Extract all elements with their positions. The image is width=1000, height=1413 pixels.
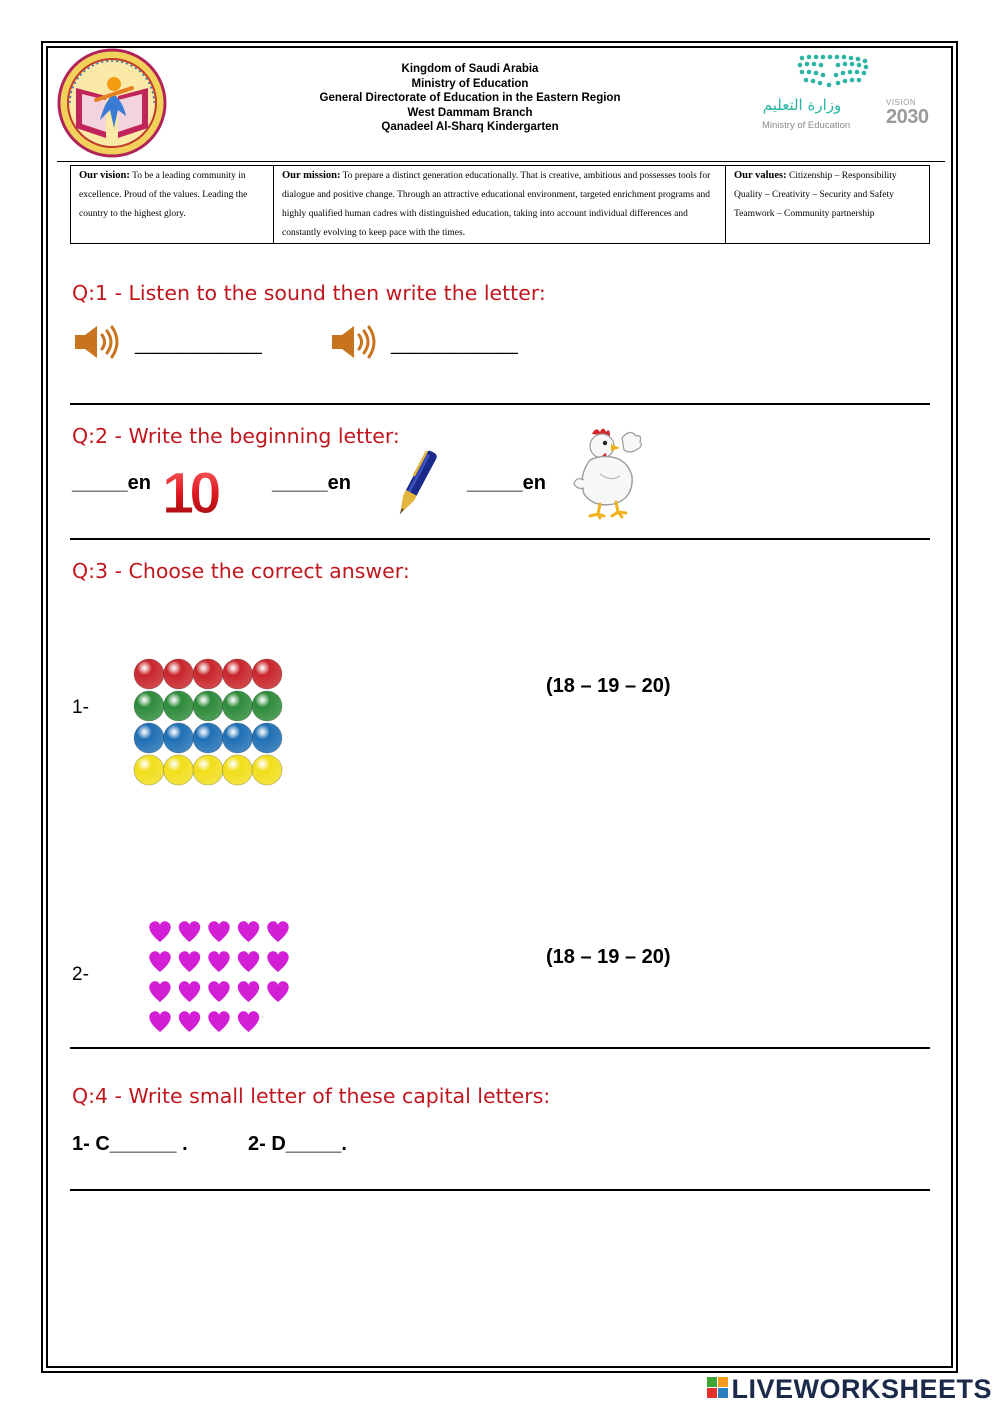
- heart-icon: [238, 1011, 259, 1032]
- heart-icon: [238, 981, 259, 1002]
- counting-ball: [134, 659, 164, 689]
- heart-icon: [267, 951, 288, 972]
- mission-cell: [274, 166, 726, 244]
- heart-icon: [179, 921, 200, 942]
- values-cell: [726, 166, 930, 244]
- heart-icon: [238, 921, 259, 942]
- heart-icon: [267, 921, 288, 942]
- values-label: Our values:: [734, 170, 787, 181]
- number-ten-text: 10: [162, 463, 217, 521]
- ministry-arabic-name: وزارة التعليم: [762, 96, 842, 114]
- counting-ball: [223, 691, 253, 721]
- header-text: [270, 62, 670, 135]
- q4-item-1[interactable]: 1- C______ .: [72, 1133, 188, 1155]
- counting-ball: [193, 755, 223, 785]
- section-divider: [70, 538, 930, 540]
- hen-icon: [570, 424, 650, 520]
- heart-icon: [149, 921, 170, 942]
- q3-item-2-choices[interactable]: (18 – 19 – 20): [546, 946, 671, 968]
- vision-2030-logo: [886, 98, 950, 138]
- counting-ball: [223, 659, 253, 689]
- counting-ball: [193, 691, 223, 721]
- q4-item-2[interactable]: 2- D_____.: [248, 1133, 347, 1155]
- heart-icon: [149, 981, 170, 1002]
- heart-icon: [208, 981, 229, 1002]
- header-line-2: Ministry of Education: [411, 77, 529, 90]
- counting-ball: [252, 755, 282, 785]
- heart-icon: [179, 1011, 200, 1032]
- vision-label: Our vision:: [79, 170, 130, 181]
- mission-text: To prepare a distinct generation educationally. That is creative, ambitious and possesses tools for dialogue and positive change. Through an attractive educational environment, targeted enrichment programs and highly qualified human cadres with distinguished education, taking into account individual differences and constantly evolving to keep pace with the times.: [282, 171, 711, 238]
- q4-title: Q:4 - Write small letter of these capital letters:: [72, 1084, 551, 1108]
- heart-icon: [208, 1011, 229, 1032]
- heart-icon: [179, 951, 200, 972]
- counting-ball: [223, 755, 253, 785]
- q2-item-3-text[interactable]: _____en: [467, 472, 546, 494]
- counting-ball: [223, 723, 253, 753]
- counting-ball: [164, 659, 194, 689]
- q3-item-2-number: 2-: [72, 964, 89, 985]
- liveworksheets-badge-icon: [707, 1377, 728, 1398]
- counting-ball: [134, 691, 164, 721]
- ministry-english-name: Ministry of Education: [762, 120, 851, 131]
- mission-label: Our mission:: [282, 170, 341, 181]
- header-divider: [57, 161, 945, 162]
- liveworksheets-brand-text: LIVEWORKSHEETS: [731, 1374, 992, 1404]
- vision-cell: [71, 166, 274, 244]
- q1-answer-blank-2[interactable]: ____________: [391, 334, 518, 355]
- heart-icon: [149, 951, 170, 972]
- heart-icon: [238, 951, 259, 972]
- vision-label: VISION: [886, 98, 917, 107]
- counting-ball: [164, 723, 194, 753]
- q3-title: Q:3 - Choose the correct answer:: [72, 559, 410, 583]
- vision-mission-values-table: [70, 165, 930, 244]
- speaker-icon[interactable]: [73, 324, 121, 360]
- counting-ball: [134, 755, 164, 785]
- counting-ball: [164, 755, 194, 785]
- q3-item-1-choices[interactable]: (18 – 19 – 20): [546, 675, 671, 697]
- section-divider: [70, 1189, 930, 1191]
- q1-title: Q:1 - Listen to the sound then write the letter:: [72, 281, 546, 305]
- counting-balls-group: [130, 656, 290, 790]
- liveworksheets-logo[interactable]: [707, 1374, 992, 1405]
- counting-ball: [252, 691, 282, 721]
- counting-ball: [134, 723, 164, 753]
- school-emblem-icon: [56, 48, 168, 158]
- heart-icon: [208, 921, 229, 942]
- section-divider: [70, 1047, 930, 1049]
- counting-ball: [193, 659, 223, 689]
- q2-title: Q:2 - Write the beginning letter:: [72, 424, 400, 448]
- heart-icon: [208, 951, 229, 972]
- section-divider: [70, 403, 930, 405]
- header-line-3: General Directorate of Education in the Eastern Region: [319, 92, 621, 105]
- heart-icon: [149, 1011, 170, 1032]
- counting-ball: [252, 723, 282, 753]
- values-text: Citizenship – Responsibility Quality – Creativity – Security and Safety Teamwork – Community partnership: [734, 171, 897, 219]
- header-line-5: Qanadeel Al-Sharq Kindergarten: [381, 121, 559, 134]
- ministry-dots-icon: [758, 52, 880, 96]
- q2-item-1-text[interactable]: _____en: [72, 472, 151, 494]
- number-ten-picture: [162, 463, 236, 521]
- counting-ball: [193, 723, 223, 753]
- q1-answer-blank-1[interactable]: ____________: [135, 334, 262, 355]
- q2-item-2-text[interactable]: _____en: [272, 472, 351, 494]
- header-line-1: Kingdom of Saudi Arabia: [401, 63, 539, 75]
- counting-hearts-group: [144, 916, 294, 1036]
- vision-text: To be a leading community in excellence. Proud of the values. Leading the country to the highest glory.: [79, 171, 248, 219]
- vision-year: 2030: [886, 106, 929, 128]
- speaker-icon[interactable]: [330, 324, 378, 360]
- pen-icon: [393, 446, 439, 522]
- counting-ball: [252, 659, 282, 689]
- counting-ball: [164, 691, 194, 721]
- heart-icon: [179, 981, 200, 1002]
- header-line-4: West Dammam Branch: [407, 106, 533, 119]
- q3-item-1-number: 1-: [72, 697, 89, 718]
- heart-icon: [267, 981, 288, 1002]
- ministry-logo: [758, 52, 880, 136]
